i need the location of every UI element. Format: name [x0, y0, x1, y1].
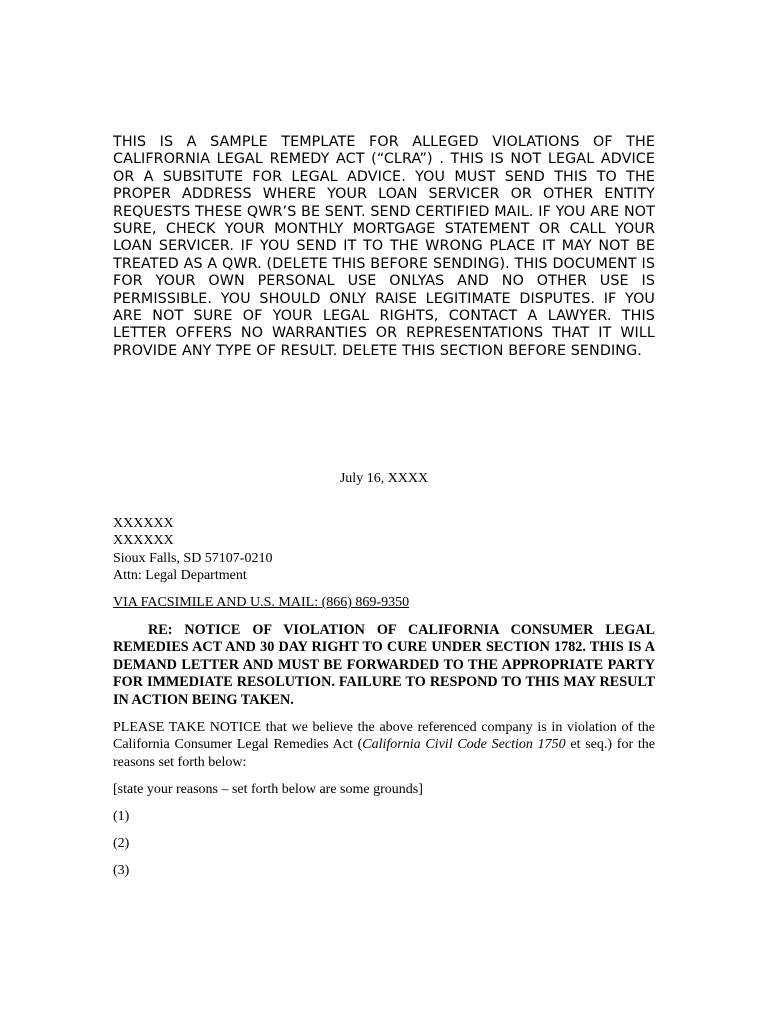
- address-line-2: XXXXXX: [113, 533, 174, 549]
- reason-item-1: (1): [113, 809, 130, 824]
- notice-text-before: PLEASE TAKE NOTICE that we believe the above referenced company is in violation of the California Consumer Legal Remedies Act (: [113, 720, 655, 753]
- recipient-address: [113, 515, 655, 585]
- reasons-intro: [state your reasons – set forth below are some grounds]: [113, 782, 423, 797]
- address-line-1: XXXXXX: [113, 516, 174, 531]
- reason-item-3: (3): [113, 863, 130, 878]
- address-line-4: Attn: Legal Department: [113, 568, 247, 584]
- notice-text-after: et seq.) for the reasons set forth below:: [113, 737, 655, 770]
- reason-item-2: (2): [113, 836, 130, 851]
- disclaimer-paragraph: THIS IS A SAMPLE TEMPLATE FOR ALLEGED VIOLATIONS OF THE CALIFRORNIA LEGAL REMEDY ACT (“CLRA”) . THIS IS NOT LEGAL ADVICE OR A SUBSITUTE FOR LEGAL ADVICE. YOU MUST SEND THIS TO THE PROPER ADDRESS WHERE YOUR LOAN SERVICER OR OTHER ENTITY REQUESTS THESE QWR’S BE SENT. SEND CERTIFIED MAIL. IF YOU ARE NOT SURE, CHECK YOUR MONTHLY MORTGAGE STATEMENT OR CALL YOUR LOAN SERVICER. IF YOU SEND IT TO THE WRONG PLACE IT MAY NOT BE TREATED AS A QWR. (DELETE THIS BEFORE SENDING). THIS DOCUMENT IS FOR YOUR OWN PERSONAL USE ONLYAS AND NO OTHER USE IS PERMISSIBLE. YOU SHOULD ONLY RAISE LEGITIMATE DISPUTES. IF YOU ARE NOT SURE OF YOUR LEGAL RIGHTS, CONTACT A LAWYER. THIS LETTER OFFERS NO WARRANTIES OR REPRESENTATIONS THAT IT WILL PROVIDE ANY TYPE OF RESULT. DELETE THIS SECTION BEFORE SENDING.: [113, 134, 655, 359]
- letter-date: July 16, XXXX: [339, 471, 429, 486]
- notice-citation: California Civil Code Section 1750: [362, 737, 566, 753]
- subject-re-line: RE: NOTICE OF VIOLATION OF CALIFORNIA CONSUMER LEGAL REMEDIES ACT AND 30 DAY RIGHT TO CURE UNDER SECTION 1782. THIS IS A DEMAND LETTER AND MUST BE FORWARDED TO THE APPROPRIATE PARTY FOR IMMEDIATE RESOLUTION. FAILURE TO RESPOND TO THIS MAY RESULT IN ACTION BEING TAKEN.: [113, 622, 655, 708]
- address-line-3: Sioux Falls, SD 57107-0210: [113, 550, 273, 566]
- delivery-method-line: VIA FACSIMILE AND U.S. MAIL: (866) 869-9350: [113, 595, 410, 610]
- notice-paragraph: [113, 719, 655, 771]
